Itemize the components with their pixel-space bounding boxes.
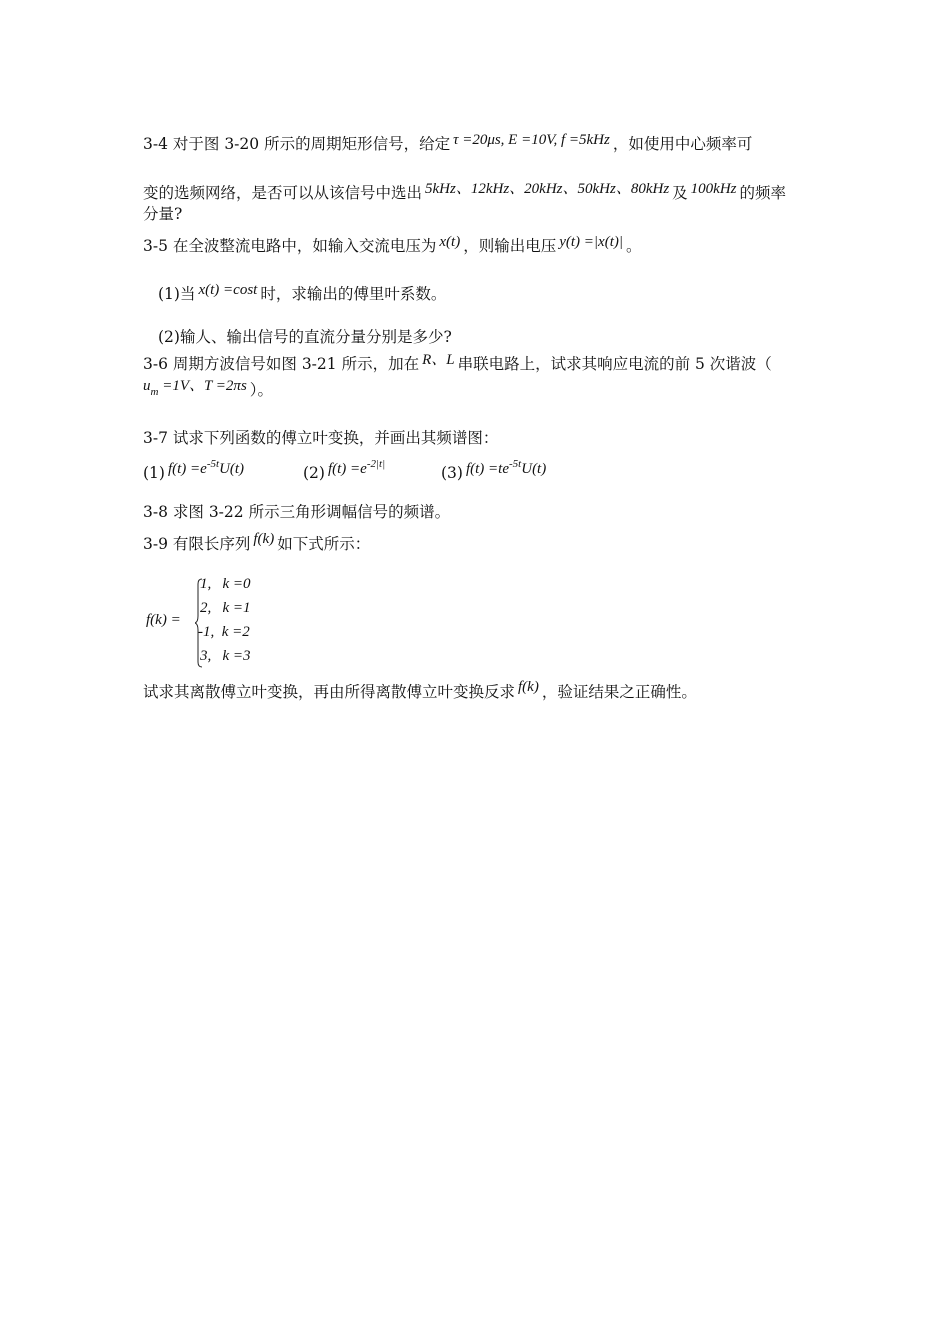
formula-part: f(t) =e: [327, 461, 367, 477]
piecewise-lhs: f(k) =: [146, 612, 181, 628]
item-number: (2): [303, 464, 325, 482]
problem-3-5-q1: [158, 284, 446, 305]
text: 3-4 对于图 3-20 所示的周期矩形信号，给定: [143, 135, 451, 153]
problem-3-4-line3: [143, 204, 182, 224]
formula-part: U(t): [521, 461, 547, 477]
formula: x(t) =cost: [198, 282, 258, 298]
problem-3-9-line1: [143, 531, 371, 555]
formula: [465, 458, 547, 477]
text: 串联电路上，试求其响应电流的前 5 次谐波（: [457, 355, 772, 373]
superscript: -5t: [206, 458, 220, 470]
formula: τ =20μs, E =10V, f =5kHz: [453, 132, 610, 148]
text: 3-7 试求下列函数的傅立叶变换，并画出其频谱图：: [143, 429, 499, 447]
text: 3-9 有限长序列: [143, 535, 251, 553]
text: 如下式所示：: [277, 535, 371, 553]
case-row: 3, k =3: [200, 648, 251, 664]
superscript: -5t: [509, 458, 522, 470]
text: 时，求输出的傅里叶系数。: [260, 285, 447, 303]
formula: [143, 378, 247, 398]
problem-3-4-line1: [143, 134, 752, 155]
text: ）。: [249, 381, 274, 399]
text: 3-6 周期方波信号如图 3-21 所示，加在: [143, 355, 420, 373]
formula: [327, 458, 386, 477]
text: 及: [672, 184, 688, 202]
case-row: 1, k =0: [200, 576, 251, 592]
problem-3-5-q2: [158, 327, 452, 347]
problem-3-4-line2: [143, 183, 786, 204]
problem-3-7-item3: [441, 458, 549, 485]
text: 3-8 求图 3-22 所示三角形调幅信号的频谱。: [143, 503, 451, 521]
problem-3-7-item2: [303, 458, 388, 485]
case-row: -1, k =2: [198, 624, 250, 640]
formula: [167, 458, 245, 477]
formula-part: U(t): [219, 461, 245, 477]
formula-part: f(t) =te: [465, 461, 509, 477]
subscript: m: [150, 386, 159, 398]
problem-3-5-line1: [143, 236, 642, 257]
text: ，则输出电压: [463, 237, 557, 255]
text: 的频率: [739, 184, 787, 202]
text: 3-5 在全波整流电路中，如输入交流电压为: [143, 237, 437, 255]
item-number: (1): [143, 464, 165, 482]
text: 变的选频网络，是否可以从该信号中选出: [143, 184, 423, 202]
problem-3-8: [143, 502, 450, 522]
text: 分量?: [143, 205, 183, 223]
formula-rest: =1V、T =2πs: [158, 378, 247, 394]
formula: f(k): [253, 531, 275, 547]
item-number: (3): [441, 464, 463, 482]
formula: 5kHz、12kHz、20kHz、50kHz、80kHz: [425, 181, 670, 197]
text: (2)输人、输出信号的直流分量分别是多少?: [158, 328, 452, 346]
text: ，如使用中心频率可: [612, 135, 753, 153]
formula: 100kHz: [690, 181, 737, 197]
problem-3-7-line1: [143, 428, 498, 448]
formula-part: f(t) =e: [167, 461, 207, 477]
problem-3-6-line1: [143, 354, 772, 375]
formula: y(t) =|x(t)|: [559, 234, 623, 250]
problem-3-7-item1: [143, 458, 247, 485]
text: (1)当: [158, 285, 196, 303]
text: 。: [625, 237, 642, 255]
formula: f(k): [518, 679, 539, 695]
text: ，验证结果之正确性。: [541, 683, 697, 701]
text: 试求其离散傅立叶变换，再由所得离散傅立叶变换反求: [143, 683, 516, 701]
formula: R、L: [422, 352, 455, 368]
superscript: -2|t|: [366, 458, 386, 470]
var-u: u: [143, 378, 151, 394]
case-row: 2, k =1: [200, 600, 251, 616]
formula: x(t): [439, 234, 461, 250]
problem-3-6-line2: [143, 380, 273, 402]
piecewise-definition: [143, 574, 343, 674]
problem-3-9-line2: [143, 679, 697, 703]
